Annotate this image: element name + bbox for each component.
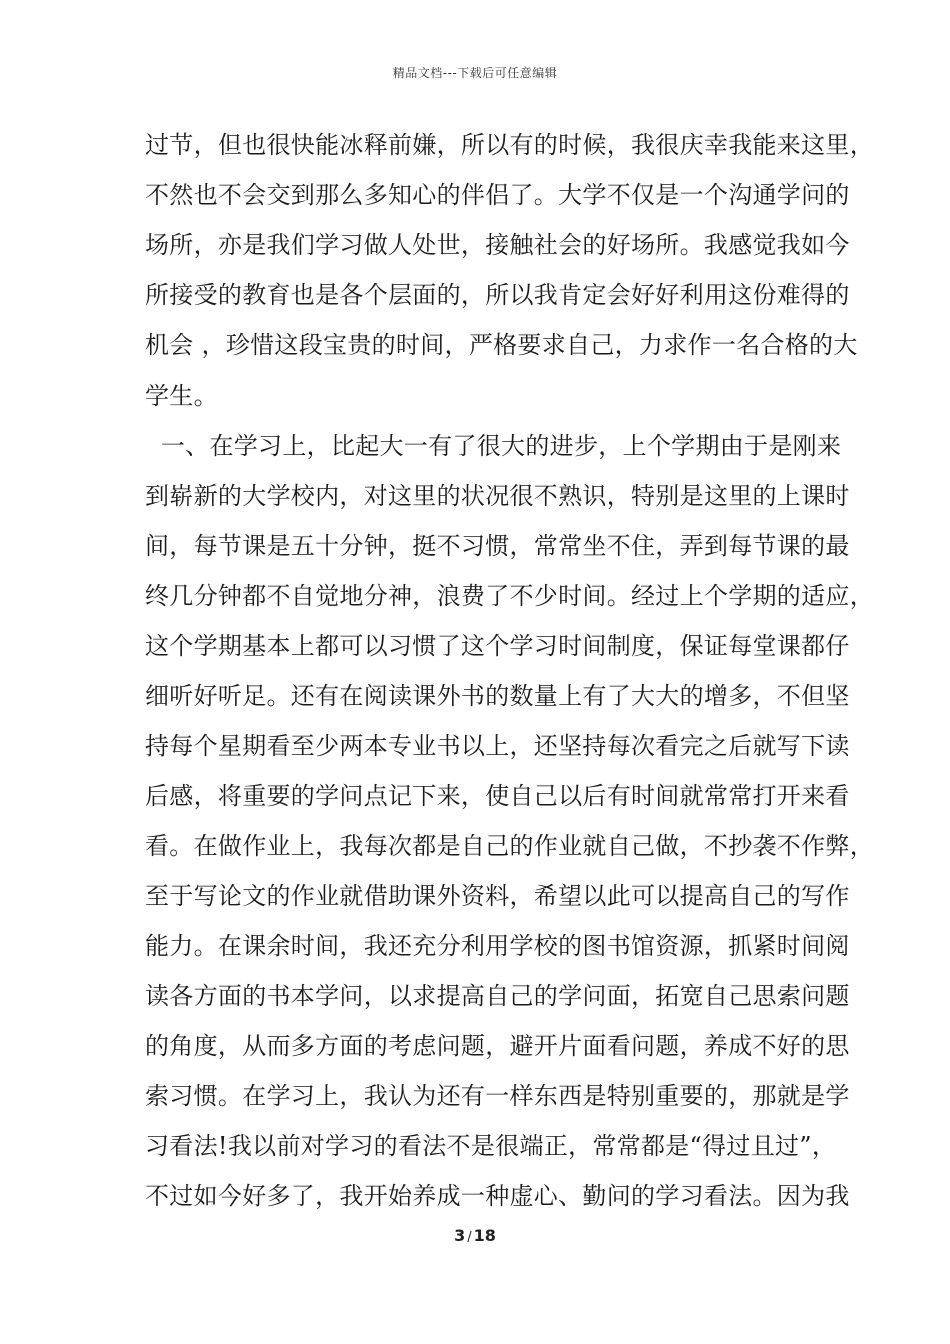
- text-line: 过节，但也很快能冰释前嫌，所以有的时候，我很庆幸我能来这里，: [145, 131, 874, 159]
- text-line: 场所，亦是我们学习做人处世，接触社会的好场所。我感觉我如今: [145, 231, 850, 259]
- text-line: 后感，将重要的学问点记下来，使自己以后有时间就常常打开来看: [145, 782, 850, 810]
- text-line: 的角度，从而多方面的考虑问题，避开片面看问题，养成不好的思: [145, 1032, 850, 1060]
- text-line: 一、在学习上，比起大一有了很大的进步，上个学期由于是刚来: [145, 432, 842, 460]
- page-number: [0, 1226, 950, 1245]
- text-line: 终几分钟都不自觉地分神，浪费了不少时间。经过上个学期的适应，: [145, 582, 874, 610]
- text-line: 索习惯。在学习上，我认为还有一样东西是特别重要的，那就是学: [145, 1082, 850, 1110]
- text-line: 不过如今好多了，我开始养成一种虚心、勤问的学习看法。因为我: [145, 1182, 850, 1210]
- page-header: 精品文档---下载后可任意编辑: [392, 66, 558, 80]
- text-line: 所接受的教育也是各个层面的，所以我肯定会好好利用这份难得的: [145, 281, 850, 309]
- text-line: 细听好听足。还有在阅读课外书的数量上有了大大的增多，不但坚: [145, 682, 850, 710]
- page-separator: /: [467, 1230, 472, 1245]
- text-line: 至于写论文的作业就借助课外资料，希望以此可以提高自己的写作: [145, 882, 850, 910]
- text-line: 持每个星期看至少两本专业书以上，还坚持每次看完之后就写下读: [145, 732, 850, 760]
- text-line: 看。在做作业上，我每次都是自己的作业就自己做，不抄袭不作弊，: [145, 832, 874, 860]
- text-line: 这个学期基本上都可以习惯了这个学习时间制度，保证每堂课都仔: [145, 632, 850, 660]
- text-line: 习看法!我以前对学习的看法不是很端正，常常都是“得过且过”，: [145, 1132, 837, 1160]
- text-line: 间，每节课是五十分钟，挺不习惯，常常坐不住，弄到每节课的最: [145, 532, 850, 560]
- text-line: 学生。: [145, 382, 218, 410]
- text-line: 到崭新的大学校内，对这里的状况很不熟识，特别是这里的上课时: [145, 482, 850, 510]
- text-line: 能力。在课余时间，我还充分利用学校的图书馆资源，抓紧时间阅: [145, 932, 850, 960]
- total-pages: 18: [473, 1226, 496, 1245]
- current-page: 3: [454, 1226, 466, 1245]
- text-line: 读各方面的书本学问，以求提高自己的学问面，拓宽自己思索问题: [145, 982, 850, 1010]
- text-line: 不然也不会交到那么多知心的伴侣了。大学不仅是一个沟通学问的: [145, 181, 850, 209]
- text-line: 机会 ，珍惜这段宝贵的时间，严格要求自己，力求作一名合格的大: [145, 331, 858, 359]
